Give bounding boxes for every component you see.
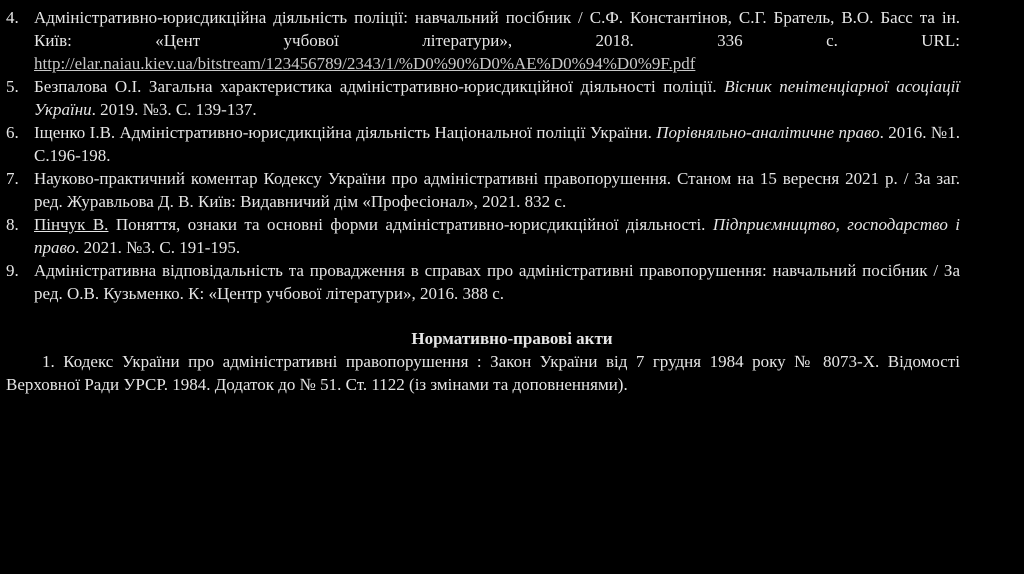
reference-citation: Поняття, ознаки та основні форми адміністративно-юрисдикційної діяльності. [108, 215, 706, 234]
reference-text: Адміністративна відповідальність та провадження в справах про адміністративні правопорушення: навчальний посібник / За ред. О.В. Кузьменко. К: «Центр учбової літератури», 2016. 388 с. [34, 261, 960, 303]
reference-text [34, 6, 960, 75]
reference-text [34, 213, 960, 259]
reference-citation: Іщенко І.В. Адміністративно-юрисдикційна діяльність Національної поліції України. [34, 123, 652, 142]
reference-number: 9. [6, 261, 19, 280]
legal-act-item: 1. Кодекс України про адміністративні правопорушення : Закон України від 7 грудня 1984 року № 8073-X. Відомості Верховної Ради УРСР. 1984. Додаток до № 51. Ст. 1122 (із змінами та доповненнями). [6, 352, 960, 394]
reference-number: 5. [6, 77, 19, 96]
reference-text: Науково-практичний коментар Кодексу України про адміністративні правопорушення. Станом на 15 вересня 2021 р. / За заг. ред. Журавльова Д. В. Київ: Видавничий дім «Професіонал», 2021. 832 с. [34, 169, 960, 211]
reference-item [6, 121, 960, 167]
reference-link[interactable]: http://elar.naiau.kiev.ua/bitstream/123456789/2343/1/%D0%90%D0%AE%D0%94%D0%9F.pdf [34, 54, 696, 73]
reference-list [6, 6, 960, 305]
reference-number: 6. [6, 123, 19, 142]
reference-text [34, 75, 960, 121]
reference-details: . 2019. №3. С. 139-137. [91, 100, 257, 119]
reference-author: Пінчук В. [34, 215, 109, 234]
reference-item [6, 213, 960, 259]
reference-number: 8. [6, 215, 19, 234]
reference-item [6, 167, 960, 213]
reference-number: 7. [6, 169, 19, 188]
reference-number: 4. [6, 8, 19, 27]
reference-citation: Безпалова О.І. Загальна характеристика адміністративно-юрисдикційної діяльності поліції. [34, 77, 717, 96]
reference-citation: Адміністративно-юрисдикційна діяльність поліції: навчальний посібник / С.Ф. Константінов, С.Г. Братель, В.О. Басс та ін. Київ: «Цент учбової літератури», 2018. 336 с. URL: [34, 8, 960, 50]
reference-details: . 2021. №3. С. 191-195. [75, 238, 241, 257]
section-title: Нормативно-правові акти [411, 329, 613, 348]
reference-journal: Вісник пенітенціарної асоціації України [34, 77, 961, 119]
reference-journal: Підприємництво, господарство і право [34, 215, 961, 257]
reference-details: . 2016. №1. С.196-198. [34, 123, 960, 165]
reference-item [6, 259, 960, 305]
reference-item [6, 75, 960, 121]
reference-item [6, 6, 960, 75]
reference-text [34, 121, 960, 167]
reference-journal: Порівняльно-аналітичне право [656, 123, 880, 142]
